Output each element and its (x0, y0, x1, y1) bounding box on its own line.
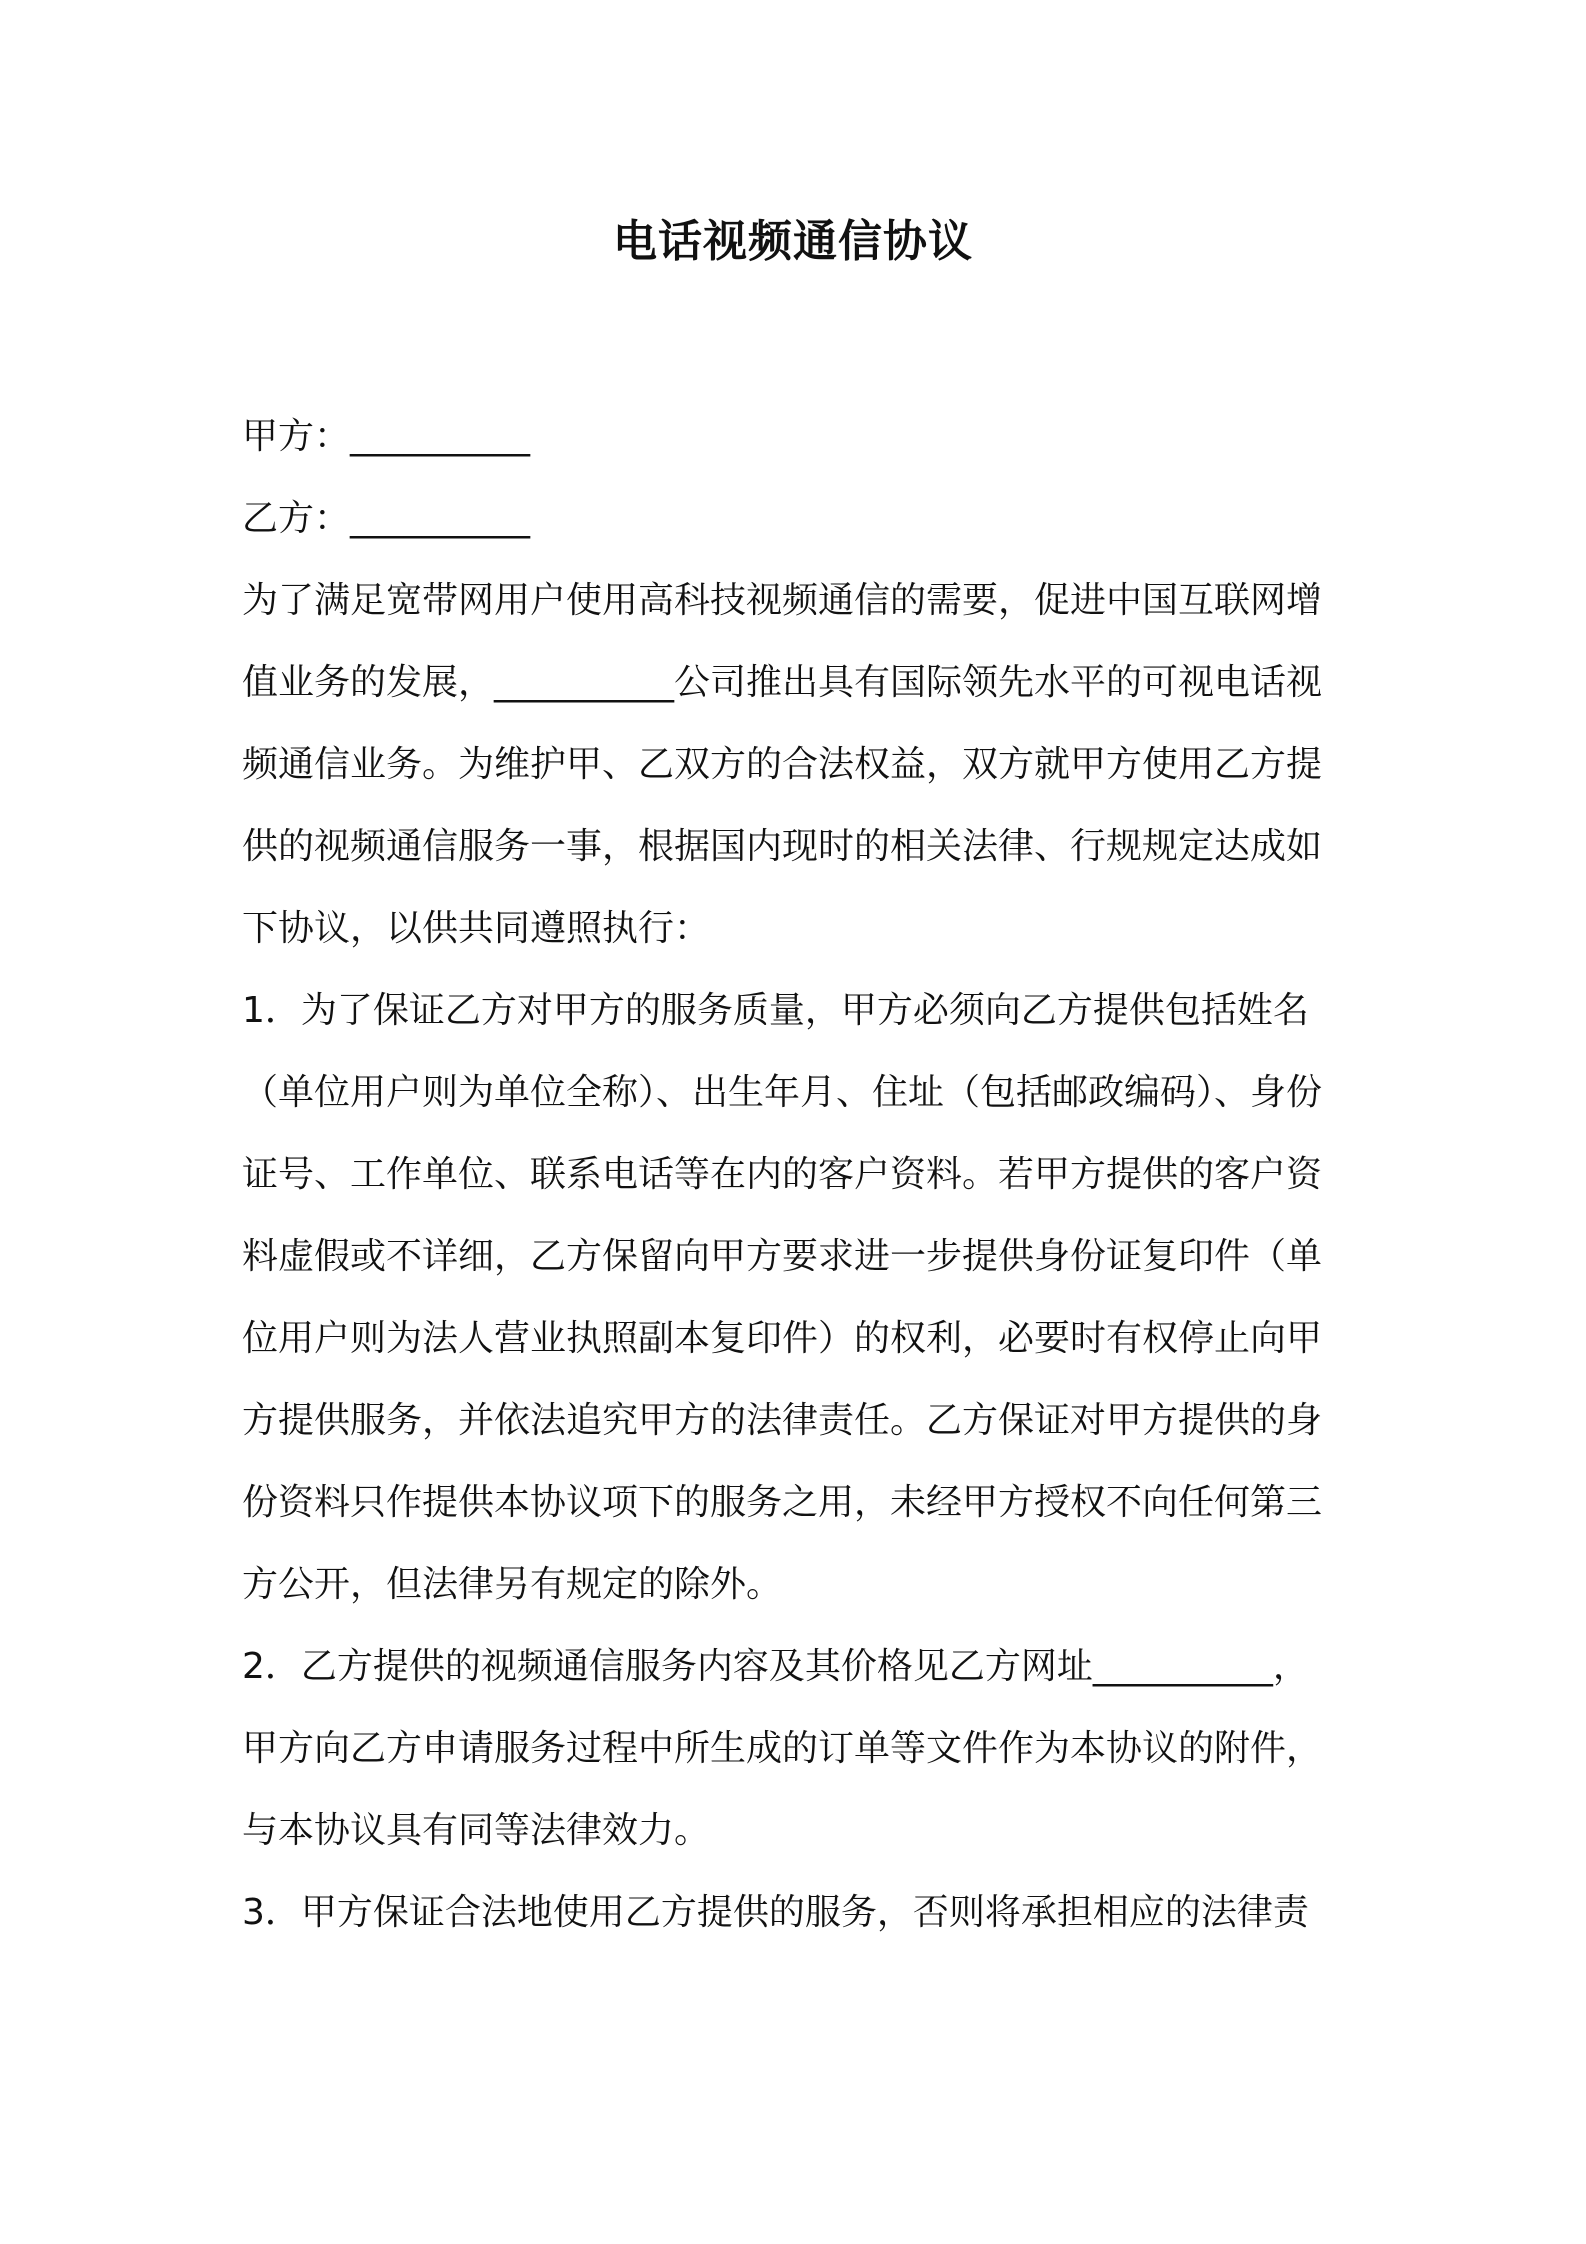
paragraph-line: （单位用户则为单位全称）、出生年月、住址（包括邮政编码）、身份 (242, 1072, 1323, 1113)
paragraph-line: 位用户则为法人营业执照副本复印件）的权利，必要时有权停止向甲 (242, 1318, 1323, 1359)
party-block (242, 396, 1352, 560)
clause-3-paragraph (242, 1872, 1352, 1954)
paragraph-line: 值业务的发展，__________公司推出具有国际领先水平的可视电话视 (242, 662, 1323, 703)
paragraph-line: 频通信业务。为维护甲、乙双方的合法权益，双方就甲方使用乙方提 (242, 744, 1323, 785)
intro-paragraph (242, 560, 1352, 970)
paragraph-line: 供的视频通信服务一事，根据国内现时的相关法律、行规规定达成如 (242, 826, 1323, 867)
clause-2-paragraph (242, 1626, 1352, 1872)
party-b-line: 乙方：__________ (242, 498, 531, 539)
paragraph-line: 为了满足宽带网用户使用高科技视频通信的需要，促进中国互联网增 (242, 580, 1323, 621)
paragraph-line: 料虚假或不详细，乙方保留向甲方要求进一步提供身份证复印件（单 (242, 1236, 1323, 1277)
document-title: 电话视频通信协议 (613, 216, 973, 267)
paragraph-line: 份资料只作提供本协议项下的服务之用，未经甲方授权不向任何第三 (242, 1482, 1323, 1523)
paragraph-line: 3．甲方保证合法地使用乙方提供的服务，否则将承担相应的法律责 (242, 1892, 1309, 1933)
paragraph-line: 下协议，以供共同遵照执行： (242, 908, 711, 949)
paragraph-line: 方公开，但法律另有规定的除外。 (242, 1564, 783, 1605)
party-a-line: 甲方：__________ (242, 416, 531, 457)
paragraph-line: 1．为了保证乙方对甲方的服务质量，甲方必须向乙方提供包括姓名 (242, 990, 1309, 1031)
paragraph-line: 与本协议具有同等法律效力。 (242, 1810, 711, 1851)
paragraph-line: 甲方向乙方申请服务过程中所生成的订单等文件作为本协议的附件， (242, 1728, 1323, 1769)
paragraph-line: 方提供服务，并依法追究甲方的法律责任。乙方保证对甲方提供的身 (242, 1400, 1323, 1441)
paragraph-line: 证号、工作单位、联系电话等在内的客户资料。若甲方提供的客户资 (242, 1154, 1323, 1195)
paragraph-line: 2．乙方提供的视频通信服务内容及其价格见乙方网址__________， (242, 1646, 1309, 1687)
clause-1-paragraph (242, 970, 1352, 1626)
